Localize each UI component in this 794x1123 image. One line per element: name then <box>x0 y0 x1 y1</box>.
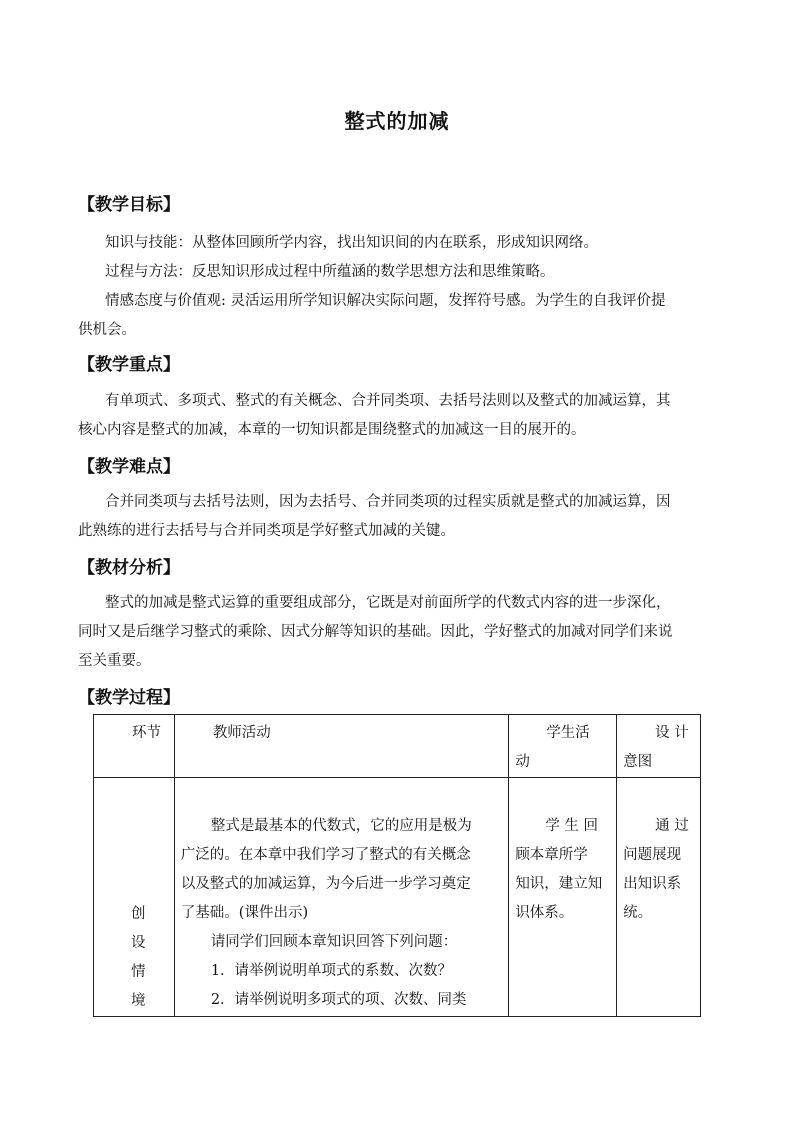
teacher-line: 整式是最基本的代数式，它的应用是极为 <box>210 818 472 834</box>
heading-key-points: 【教学重点】 <box>78 355 180 375</box>
header-student-cell <box>509 715 617 778</box>
page-title: 整式的加减 <box>344 109 450 133</box>
heading-difficulties: 【教学难点】 <box>78 457 180 477</box>
header-teacher: 教师活动 <box>212 725 271 741</box>
heading-material-analysis: 【教材分析】 <box>78 558 180 578</box>
student-line: 识体系。 <box>515 905 574 921</box>
difficulties-line: 此熟练的进行去括号与合并同类项是学好整式加减的关键。 <box>78 523 455 539</box>
env-char: 境 <box>131 993 146 1009</box>
difficulties-paragraph <box>78 488 726 546</box>
design-intent-cell <box>617 778 701 1017</box>
teaching-process-table <box>93 714 701 1017</box>
key-points-line: 核心内容是整式的加减，本章的一切知识都是围绕整式的加减这一目的展开的。 <box>78 422 586 438</box>
analysis-line: 整式的加减是整式运算的重要组成部分，它既是对前面所学的代数式内容的进一步深化， <box>105 595 671 611</box>
design-line: 出知识系 <box>623 876 682 892</box>
header-design-line1: 设 计 <box>655 725 689 741</box>
header-env: 环节 <box>132 725 161 741</box>
header-env-cell <box>94 715 175 778</box>
design-line: 通 过 <box>655 818 689 834</box>
analysis-paragraph <box>78 589 726 676</box>
goals-line: 情感态度与价值观: 灵活运用所学知识解决实际问题，发挥符号感。为学生的自我评价提 <box>105 293 666 309</box>
student-line: 顾本章所学 <box>515 847 588 863</box>
table-header-row <box>94 715 701 778</box>
table-row <box>94 778 701 1017</box>
heading-teaching-goals: 【教学目标】 <box>78 195 180 215</box>
header-student-line1: 学生活 <box>546 725 590 741</box>
design-line: 问题展现 <box>623 847 682 863</box>
env-label <box>94 778 174 1016</box>
goals-line: 供机会。 <box>78 322 136 338</box>
teacher-line: 2．请举例说明多项式的项、次数、同类 <box>210 992 467 1008</box>
header-teacher-cell <box>174 715 509 778</box>
teacher-line: 了基础。(课件出示) <box>180 905 309 921</box>
env-char: 情 <box>131 964 146 980</box>
design-intent-text <box>617 778 700 928</box>
design-line: 统。 <box>623 905 653 921</box>
header-design-line2: 意图 <box>623 754 653 770</box>
student-line: 知识，建立知 <box>515 876 603 892</box>
header-design-cell <box>617 715 701 778</box>
teacher-line: 广泛的。在本章中我们学习了整式的有关概念 <box>180 847 471 863</box>
header-student-line2: 动 <box>515 754 530 770</box>
env-char: 创 <box>131 906 146 922</box>
analysis-line: 同时又是后继学习整式的乘除、因式分解等知识的基础。因此，学好整式的加减对同学们来说 <box>78 624 673 640</box>
teacher-activity-cell <box>174 778 509 1017</box>
env-char: 设 <box>131 935 146 951</box>
key-points-paragraph <box>78 387 726 445</box>
key-points-line: 有单项式、多项式、整式的有关概念、合并同类项、去括号法则以及整式的加减运算，其 <box>105 393 671 409</box>
goals-line: 知识与技能：从整体回顾所学内容，找出知识间的内在联系，形成知识网络。 <box>105 235 598 251</box>
goals-line: 过程与方法：反思知识形成过程中所蕴涵的数学思想方法和思维策略。 <box>105 264 555 280</box>
env-cell <box>94 778 175 1017</box>
teacher-line: 1．请举例说明单项式的系数、次数？ <box>210 963 453 979</box>
student-line: 学 生 回 <box>545 818 599 834</box>
student-activity-text <box>509 778 616 928</box>
teacher-activity-text <box>175 778 509 1015</box>
analysis-line: 至关重要。 <box>78 653 151 669</box>
difficulties-line: 合并同类项与去括号法则，因为去括号、合并同类项的过程实质就是整式的加减运算，因 <box>105 494 671 510</box>
teacher-line: 请同学们回顾本章知识回答下列问题： <box>210 934 458 950</box>
student-activity-cell <box>509 778 617 1017</box>
teacher-line: 以及整式的加减运算，为今后进一步学习奠定 <box>180 876 471 892</box>
goals-paragraph <box>78 229 726 345</box>
heading-teaching-process: 【教学过程】 <box>78 688 180 708</box>
